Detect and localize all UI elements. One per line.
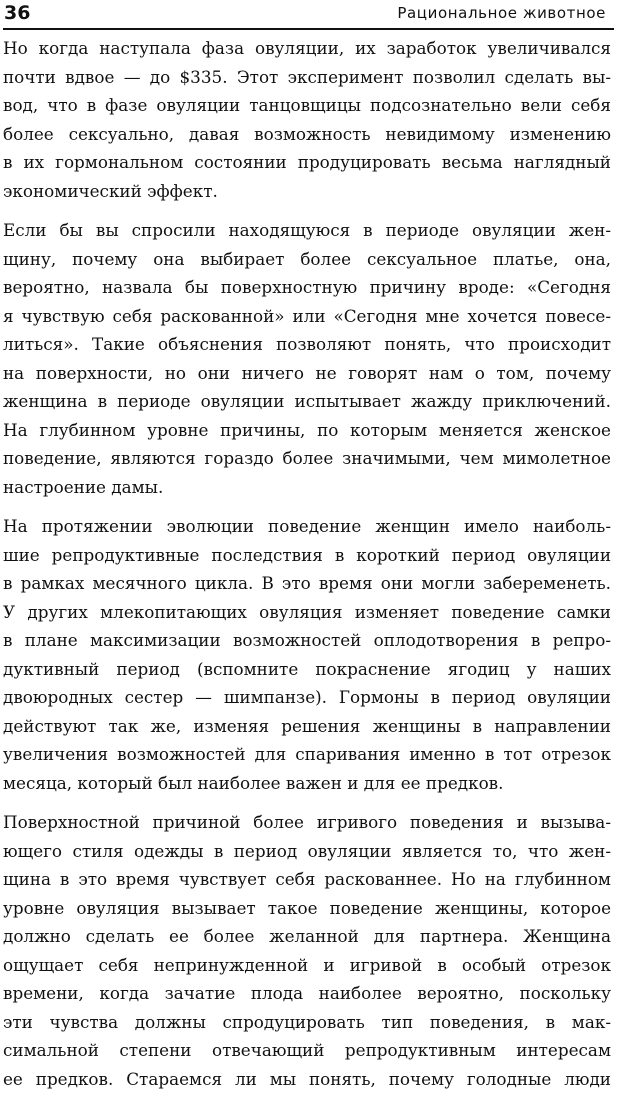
text-line: я чувствую себя раскованной» или «Сегодня мне хочется повесе-: [3, 305, 611, 326]
text-line: У других млекопитающих овуляция изменяет поведение самки: [3, 601, 611, 622]
text-line: литься». Такие объяснения позволяют понять, что происходит: [3, 334, 611, 354]
body-text: [3, 34, 611, 1104]
text-line: вод, что в фазе овуляции танцовщицы подсознательно вели себя: [3, 95, 611, 115]
text-line: На глубинном уровне причины, по которым меняется женское: [3, 419, 611, 440]
text-line: времени, когда зачатие плода наиболее вероятно, поскольку: [3, 983, 611, 1003]
text-line: месяца, который был наиболее важен и для ее предков.: [3, 772, 504, 793]
text-line: уровне овуляция вызывает такое поведение женщины, которое: [3, 897, 611, 918]
text-line: экономический эффект.: [3, 180, 218, 201]
paragraph: [3, 512, 611, 797]
text-line: почти вдвое — до $335. Этот эксперимент позволил сделать вы-: [3, 66, 611, 87]
page-number: 36: [4, 2, 31, 24]
text-line: щину, почему она выбирает более сексуальное платье, она,: [3, 248, 611, 269]
text-line: настроение дамы.: [3, 476, 164, 497]
text-line: вероятно, назвала бы поверхностную причину вроде: «Сегодня: [3, 277, 611, 297]
text-line: ее предков. Стараемся ли мы понять, почему голодные люди: [3, 1068, 611, 1089]
text-line: более сексуально, давая возможность невидимому изменению: [3, 123, 611, 144]
paragraph: [3, 34, 611, 205]
text-line: должно сделать ее более желанной для партнера. Женщина: [3, 926, 611, 946]
text-line: двоюродных сестер — шимпанзе). Гормоны в период овуляции: [3, 687, 611, 707]
running-title: Рациональное животное: [397, 4, 606, 22]
text-line: Если бы вы спросили находящуюся в периоде овуляции жен-: [3, 220, 611, 240]
paragraph: [3, 808, 611, 1093]
text-line: поведение, являются гораздо более значимыми, чем мимолетное: [3, 448, 611, 468]
text-line: На протяжении эволюции поведение женщин имело наиболь-: [3, 516, 611, 536]
text-line: женщина в периоде овуляции испытывает жажду приключений.: [3, 391, 611, 411]
text-line: симальной степени отвечающий репродуктивным интересам: [3, 1040, 611, 1060]
text-line: в их гормональном состоянии продуцировать весьма наглядный: [3, 152, 611, 172]
text-line: ющего стиля одежды в период овуляции является то, что жен-: [3, 840, 611, 861]
text-line: в плане максимизации возможностей оплодотворения в репро-: [3, 630, 611, 650]
text-line: шие репродуктивные последствия в короткий период овуляции: [3, 544, 611, 565]
text-line: Но когда наступала фаза овуляции, их заработок увеличивался: [3, 38, 611, 58]
text-line: ощущает себя непринужденной и игривой в особый отрезок: [3, 954, 611, 975]
text-line: эти чувства должны спродуцировать тип поведения, в мак-: [3, 1011, 611, 1032]
text-line: щина в это время чувствует себя раскованнее. Но на глубинном: [3, 869, 611, 889]
text-line: в рамках месячного цикла. В это время они могли забеременеть.: [3, 573, 611, 593]
page-header: [3, 0, 614, 30]
text-line: действуют так же, изменяя решения женщины в направлении: [3, 715, 611, 736]
text-line: на поверхности, но они ничего не говорят нам о том, почему: [3, 362, 611, 383]
text-line: увеличения возможностей для спаривания именно в тот отрезок: [3, 744, 611, 764]
header-rule: [3, 28, 614, 30]
paragraph: [3, 216, 611, 501]
text-line: Поверхностной причиной более игривого поведения и вызыва-: [3, 812, 611, 832]
text-line: дуктивный период (вспомните покраснение ягодиц у наших: [3, 658, 611, 679]
